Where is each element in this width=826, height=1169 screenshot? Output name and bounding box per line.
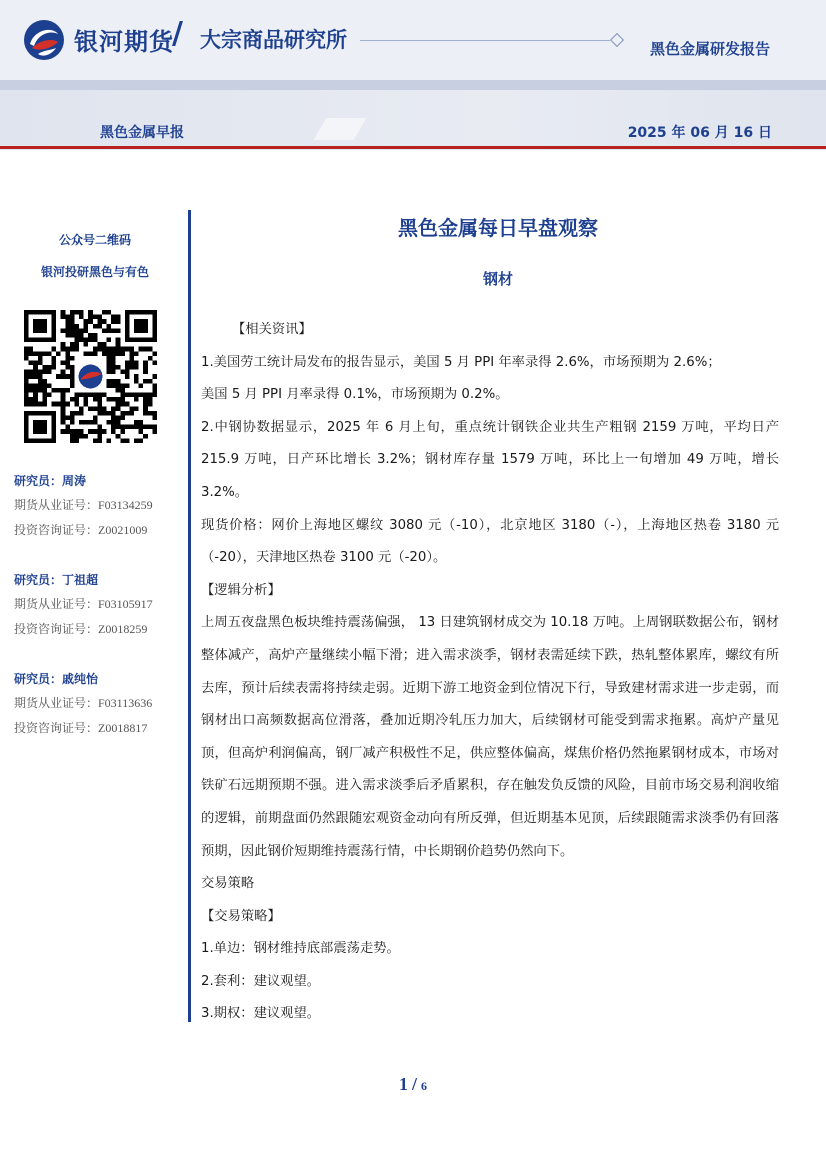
section-title: 钢材 [482,270,513,288]
page-separator: / [411,1074,417,1094]
advisory-license: 投资咨询证号：Z0018259 [14,622,148,636]
sidebar [14,230,176,282]
sidebar-divider [188,210,191,1022]
strategy-label: 交易策略 [201,876,255,892]
advisory-license: 投资咨询证号：Z0018817 [14,721,148,735]
researcher-card [14,472,184,546]
brand-name: 银河期货 [74,28,174,56]
page-number [0,1074,826,1095]
futures-license: 期货从业证号：F03113636 [14,696,153,710]
strategy-heading: 【交易策略】 [201,908,281,924]
logic-analysis: 上周五夜盘黑色板块维持震荡偏强， 13 日建筑钢材成交为 10.18 万吨。上周钢联数据公布，钢材整体减产，高炉产量继续小幅下滑；进入需求淡季，钢材表需延续下跌，热轧整体累库，螺纹有所去库，预计后续表需将持续走弱。近期下游工地资金到位情况下行，导致建材需求进一步走弱，而钢材出口高频数据高位滑落，叠加近期冷轧压力加大，后续钢材可能受到需求拖累。高炉产量见顶，但高炉利润偏高，钢厂减产积极性不足，供应整体偏高，煤焦价格仍然拖累钢材成本，市场对铁矿石远期预期不强。进入需求淡季后矛盾累积，存在触发负反馈的风险，目前市场交易利润收缩的逻辑，前期盘面仍然跟随宏观资金动向有所反弹，但近期基本见顶，后续跟随需求淡季仍有回落预期，因此钢价短期维持震荡行情，中长期钢价趋势仍然向下。 [201,615,779,859]
header-stripe [0,80,826,90]
researcher-card [14,670,184,744]
strategy-item-2: 2.套利：建议观望。 [201,973,321,989]
report-date: 2025 年 06 月 16 日 [627,125,772,141]
spot-prices: 现货价格：网价上海地区螺纹 3080 元（-10），北京地区 3180（-），上海地区热卷 3180 元（-20），天津地区热卷 3100 元（-20）。 [201,517,779,566]
page-total: 6 [421,1079,427,1093]
report-type: 黑色金属研发报告 [649,40,770,58]
brand-separator: / [172,16,183,51]
researcher-name: 研究员：周涛 [14,474,87,488]
news-item-2: 2.中钢协数据显示，2025 年 6 月上旬，重点统计钢铁企业共生产粗钢 2159 万吨，平均日产 215.9 万吨，日产环比增长 3.2%；钢材库存量 1579 万吨，环比上一旬增加 49 万吨，增长 3.2%。 [201,419,779,500]
qr-caption: 公众号二维码 [58,233,131,247]
qr-account-name: 银河投研黑色与有色 [40,265,149,279]
strategy-item-1: 1.单边：钢材维持底部震荡走势。 [201,941,400,957]
strategy-item-3: 3.期权：建议观望。 [201,1006,321,1022]
futures-license: 期货从业证号：F03105917 [14,597,153,611]
galaxy-futures-logo-icon [22,18,66,62]
decorative-line [360,40,610,41]
researcher-name: 研究员：戚纯怡 [14,672,99,686]
header-red-rule [0,146,826,149]
news-item-1-line1: 1.美国劳工统计局发布的报告显示，美国 5 月 PPI 年率录得 2.6%，市场预期为 2.6%； [201,354,721,370]
researcher-name: 研究员：丁祖超 [14,573,99,587]
news-item-1-line2: 美国 5 月 PPI 月率录得 0.1%，市场预期为 0.2%。 [201,387,509,403]
advisory-license: 投资咨询证号：Z0021009 [14,523,148,537]
news-heading: 【相关资讯】 [232,322,312,337]
qr-code-icon[interactable] [24,310,157,443]
page-current: 1 [398,1074,408,1094]
futures-license: 期货从业证号：F03134259 [14,498,153,512]
researcher-card [14,571,184,645]
institute-name: 大宗商品研究所 [200,28,347,52]
page-title: 黑色金属每日早盘观察 [398,216,598,240]
logic-heading: 【逻辑分析】 [201,582,281,598]
report-subtitle: 黑色金属早报 [100,125,184,141]
report-body [201,314,779,1031]
report-header [0,0,826,150]
news-item-1 [201,347,779,412]
